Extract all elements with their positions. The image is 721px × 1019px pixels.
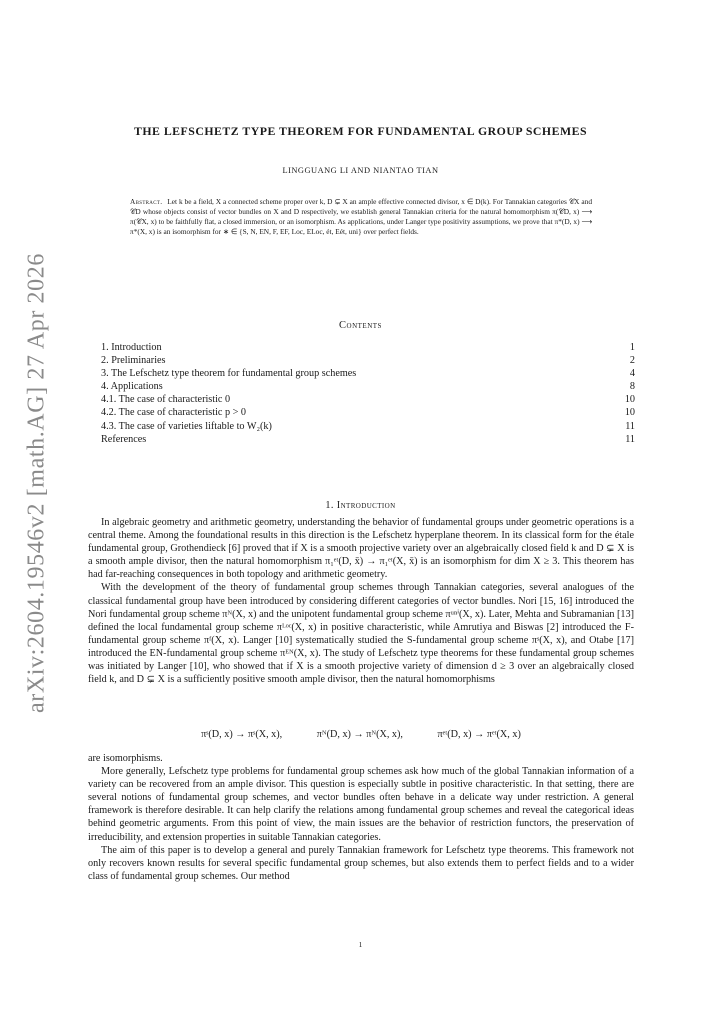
math-term: πᴺ(D, x) → πᴺ(X, x), bbox=[316, 729, 403, 740]
toc-entry-page: 4 bbox=[629, 368, 635, 380]
toc-entry-page: 11 bbox=[625, 433, 635, 445]
abstract-text: Let k be a field, X a connected scheme proper over k, D ⊊ X an ample effective connected divisor, x ∈ D(k). For Tannakian categories 𝒞X and 𝒞D whose objects consist of vector bundles on X and D respectively, we establish general Tannakian criteria for the natural homomorphism π(𝒞D, x) ⟶ π(𝒞X, x) to be faithfully flat, a closed immersion, or an isomorphism. As applications, under Langer type positivity assumptions, we prove that π*(D, x) ⟶ π*(X, x) is an isomorphism for ∗ ∈ {S, N, EN, F, EF, Loc, ELoc, ét, Eét, uni} over perfect fields. bbox=[130, 197, 592, 236]
page-number: 1 bbox=[358, 940, 363, 949]
display-equation bbox=[88, 729, 634, 740]
toc-entry[interactable] bbox=[101, 393, 635, 406]
paragraph: More generally, Lefschetz type problems for fundamental group schemes ask how much of the global Tannakian information of a variety can be recovered from an ample divisor. This question is especially subtle in positive characteristic. In that setting, there are several notions of fundamental group schemes, and vector bundles often behave in a delicate way under restriction. A general framework is therefore desirable. It can help clarify the relations among fundamental group schemes and reveal the categorical ideas behind geometric arguments. From this point of view, the main issues are the behavior of restriction functors, the preservation of irreducibility, and extension properties in suitable Tannakian categories. bbox=[88, 766, 634, 843]
math-term: πˢ(D, x) → πˢ(X, x), bbox=[201, 729, 283, 740]
toc-entry-page: 1 bbox=[629, 342, 635, 353]
abstract bbox=[130, 197, 592, 237]
toc-entry-label: 1. Introduction bbox=[101, 342, 162, 353]
paragraph: With the development of the theory of fundamental group schemes through Tannakian categories, several analogues of the classical fundamental group have been introduced by considering different categories of vector bundles. Nori [15, 16] introduced the Nori fundamental group scheme πᴺ(X, x) and the unipotent fundamental group scheme πᵘⁿⁱ(X, x). Later, Mehta and Subramanian [13] defined the local fundamental group scheme πᴸᵒᶜ(X, x) in positive characteristic, while Amrutiya and Biswas [2] introduced the F-fundamental group scheme πᶠ(X, x). Langer [10] systematically studied the S-fundamental group scheme πˢ(X, x), and Otabe [17] introduced the EN-fundamental group scheme πᴱᴺ(X, x). The study of Lefschetz type theorems for these fundamental group schemes was initiated by Langer [10], who showed that if X is a smooth projective variety of dimension d ≥ 3 over an algebraically closed field k, and D ⊊ X is a sufficiently positive smooth ample divisor, then the natural homomorphisms bbox=[88, 582, 634, 686]
introduction-body bbox=[88, 516, 634, 686]
abstract-label: Abstract. bbox=[130, 197, 163, 206]
paper-authors: LINGGUANG LI AND NIANTAO TIAN bbox=[282, 166, 439, 175]
toc-entry-label: 4.3. The case of varieties liftable to W₂(k) bbox=[101, 420, 272, 432]
arxiv-stamp: arXiv:2604.19546v2 [math.AG] 27 Apr 2026 bbox=[23, 253, 50, 713]
toc-entry-label: References bbox=[101, 433, 147, 445]
toc-entry-label: 4. Applications bbox=[101, 381, 163, 393]
toc-entry-label: 2. Preliminaries bbox=[101, 355, 166, 367]
toc-entry[interactable] bbox=[101, 341, 635, 354]
toc-entry[interactable] bbox=[101, 354, 635, 367]
toc-entry[interactable] bbox=[101, 433, 635, 446]
table-of-contents bbox=[101, 341, 635, 446]
toc-entry[interactable] bbox=[101, 420, 635, 433]
introduction-body-continued bbox=[88, 752, 634, 883]
toc-entry-page: 11 bbox=[625, 420, 635, 432]
toc-entry-page: 2 bbox=[629, 355, 635, 367]
toc-entry[interactable] bbox=[101, 406, 635, 419]
toc-entry-page: 8 bbox=[629, 381, 635, 393]
toc-entry-page: 10 bbox=[624, 407, 635, 419]
contents-heading: Contents bbox=[339, 320, 382, 331]
toc-entry[interactable] bbox=[101, 367, 635, 380]
toc-entry-page: 10 bbox=[624, 394, 635, 406]
toc-entry[interactable] bbox=[101, 380, 635, 393]
paper-title: THE LEFSCHETZ TYPE THEOREM FOR FUNDAMENTAL GROUP SCHEMES bbox=[133, 124, 588, 138]
section-heading-introduction: 1. Introduction bbox=[325, 500, 396, 511]
toc-entry-label: 3. The Lefschetz type theorem for fundamental group schemes bbox=[101, 368, 357, 380]
paragraph: In algebraic geometry and arithmetic geometry, understanding the behavior of fundamental groups under geometric operations is a central theme. Among the foundational results in this direction is the Lefschetz hyperplane theorem. In its classical form for the étale fundamental group, Grothendieck [6] proved that if X is a smooth projective variety over an algebraically closed field k and D ⊊ X is a smooth ample divisor, then the natural homomorphism π₁ᵉᵗ(D, x̄) → π₁ᵉᵗ(X, x̄) is an isomorphism for dim X ≥ 3. This theorem has had far-reaching consequences in both topology and arithmetic geometry. bbox=[88, 517, 634, 581]
math-term: πᵉᵗ(D, x) → πᵉᵗ(X, x) bbox=[437, 729, 521, 740]
toc-entry-label: 4.1. The case of characteristic 0 bbox=[101, 394, 231, 406]
toc-entry-label: 4.2. The case of characteristic p > 0 bbox=[101, 407, 247, 419]
paragraph: The aim of this paper is to develop a general and purely Tannakian framework for Lefschetz type theorems. This framework not only recovers known results for several specific fundamental group schemes, but also extends them to perfect fields and to a wider class of fundamental group schemes. Our method bbox=[88, 844, 634, 882]
paragraph: are isomorphisms. bbox=[88, 753, 163, 764]
